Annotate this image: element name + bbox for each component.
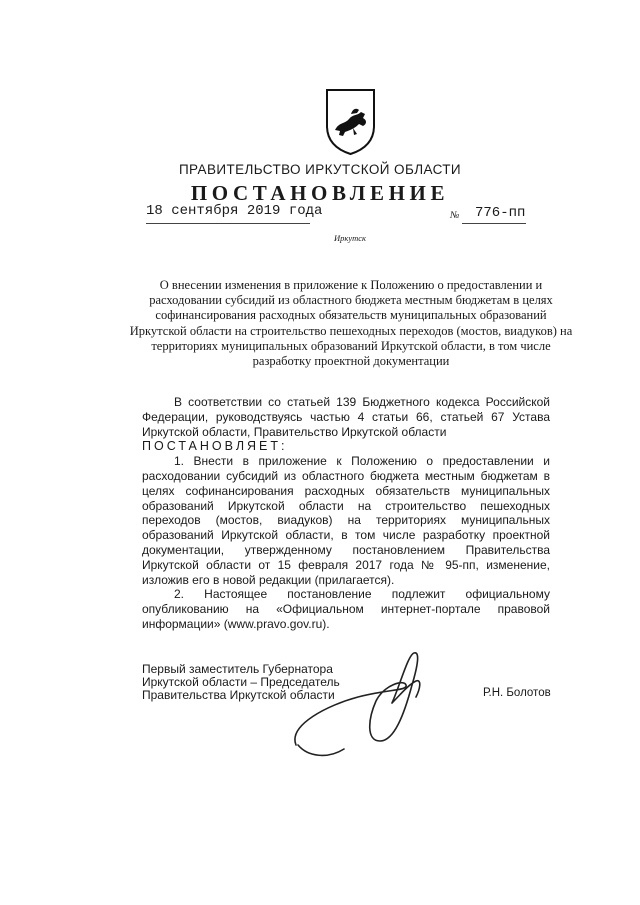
irkutsk-coat-of-arms-icon: [323, 86, 378, 156]
signatory-title-line-1: Первый заместитель Губернатора: [142, 662, 333, 676]
signatory-name: Р.Н. Болотов: [483, 687, 551, 699]
document-city: Иркутск: [333, 233, 367, 243]
handwritten-signature: [288, 645, 458, 765]
organization-name: ПРАВИТЕЛЬСТВО ИРКУТСКОЙ ОБЛАСТИ: [178, 162, 462, 177]
signatory-title-line-2: Иркутской области – Председатель: [142, 675, 340, 689]
date-underline: [146, 223, 310, 224]
document-type: ПОСТАНОВЛЕНИЕ: [190, 181, 450, 205]
intro-paragraph: В соответствии со статьей 139 Бюджетного кодекса Российской Федерации, руководствуясь частью 4 статьи 66, статьей 67 Устава Иркутской области, Правительство Иркутской области: [142, 395, 550, 439]
resolve-heading: ПОСТАНОВЛЯЕТ:: [142, 439, 288, 454]
document-number: 776-пп: [475, 205, 526, 221]
document-body: [142, 395, 550, 632]
item-1-paragraph: 1. Внести в приложение к Положению о предоставлении и расходовании субсидий из областного бюджета местным бюджетам в целях софинансирования расходных обязательств муниципальных образований Иркутской области на строительство пешеходных переходов (мостов, виадуков) на территориях муниципальных образований Иркутской области, в том числе разработку проектной документации, утвержденному постановлением Правительства Иркутской области от 15 февраля 2017 года № 95-пп, изменение, изложив его в новой редакции (прилагается).: [142, 454, 550, 587]
number-sign: №: [450, 210, 460, 221]
signatory-title-line-3: Правительства Иркутской области: [142, 688, 335, 702]
number-underline: [462, 223, 526, 224]
document-title: О внесении изменения в приложение к Положению о предоставлении и расходовании субсидий из областного бюджета местным бюджетам в целях софинансирования расходных обязательств муниципальных образований Иркутской области на строительство пешеходных переходов (мостов, виадуков) на территориях муниципальных образований Иркутской области, в том числе разработку проектной документации: [129, 278, 573, 369]
document-date: 18 сентября 2019 года: [146, 203, 323, 219]
item-2-paragraph: 2. Настоящее постановление подлежит официальному опубликованию на «Официальном интернет-портале правовой информации» (www.pravo.gov.ru).: [142, 587, 550, 631]
